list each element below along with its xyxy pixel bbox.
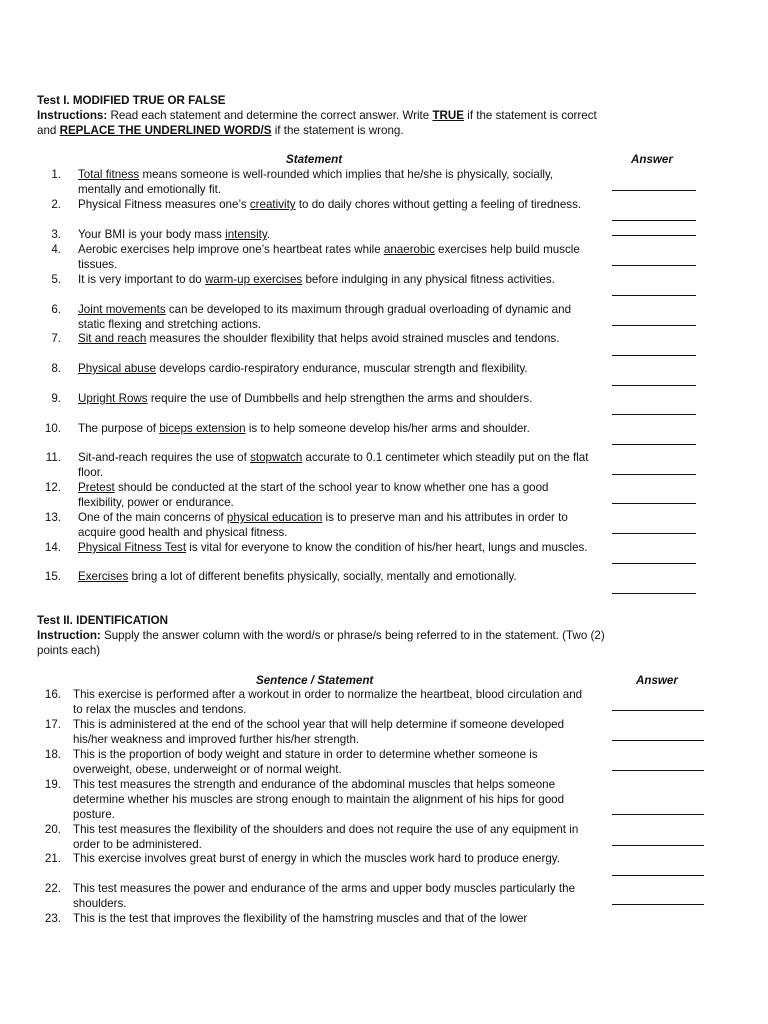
item-number: 23. [44,912,61,925]
answer-blank[interactable] [612,710,704,711]
item-text-after: means someone is well-rounded which implies that he/she is physically, socially, mentally and emotionally fit. [78,168,554,196]
item-text [78,391,590,406]
answer-blank[interactable] [612,220,696,221]
answer-blank[interactable] [612,444,696,445]
underlined-term: Physical abuse [78,362,156,375]
underlined-term: warm-up exercises [204,273,303,286]
test2-title-name: IDENTIFICATION [76,614,168,627]
answer-blank[interactable] [612,563,696,564]
item-number: 2. [51,198,61,211]
underlined-term: physical education [226,511,323,524]
item-text-after: can be developed to its maximum through gradual overloading of dynamic and static flexing and stretching actions. [78,303,572,331]
item-number: 12. [44,481,61,494]
item-number: 10. [44,422,61,435]
item-number: 6. [51,303,61,316]
item-text: This exercise is performed after a workout in order to normalize the heartbeat, blood circulation and to relax the muscles and tendons. [73,688,583,716]
item-text: This exercise involves great burst of energy in which the muscles work hard to produce energy. [73,852,560,865]
underlined-term: Sit and reach [78,332,147,345]
item-text [78,569,590,584]
instruction-text: Supply the answer column with the word/s or phrase/s being referred to in the statement. (Two (2) points each) [37,629,605,657]
item-number: 15. [44,570,61,583]
underlined-term: Exercises [78,570,129,583]
item-text [78,510,590,540]
item-text-after: exercises help build muscle tissues. [78,243,580,271]
true-keyword: TRUE [432,109,465,122]
item-text [78,421,590,436]
item-text [78,167,590,197]
test2-title-prefix: Test II. [37,614,77,627]
underlined-term: Upright Rows [78,392,148,405]
answer-blank[interactable] [612,770,704,771]
answer-blank[interactable] [612,355,696,356]
answer-blank[interactable] [612,325,696,326]
answer-blank[interactable] [612,414,696,415]
answer-blank[interactable] [612,845,704,846]
item-number: 21. [44,852,61,865]
test1-instructions [37,108,617,138]
item-text [78,450,590,480]
answer-blank[interactable] [612,265,696,266]
item-text-after: to do daily chores without getting a feeling of tiredness. [295,198,582,211]
item-number: 8. [51,362,61,375]
item-number: 1. [51,168,61,181]
item-text-after: is vital for everyone to know the condition of his/her heart, lungs and muscles. [186,541,588,554]
underlined-term: creativity [249,198,296,211]
answer-blank[interactable] [612,904,704,905]
underlined-term: biceps extension [159,422,246,435]
instructions-text-3: if the statement is wrong. [271,124,404,137]
answer-column-header: Answer [631,153,673,166]
test1-title: Test I. MODIFIED TRUE OR FALSE [37,94,226,107]
item-number: 11. [45,451,61,464]
answer-blank[interactable] [612,814,704,815]
answer-blank[interactable] [612,474,696,475]
item-number: 7. [51,332,61,345]
item-text: This test measures the flexibility of the shoulders and does not require the use of any equipment in order to be administered. [73,823,579,851]
item-text [78,331,590,346]
item-number: 13. [44,511,61,524]
item-text-before: Your BMI is your body mass [78,228,226,241]
item-text-before: Aerobic exercises help improve one’s heartbeat rates while [78,243,384,256]
item-text-before: One of the main concerns of [78,511,227,524]
instructions-label: Instructions: [37,109,108,122]
item-text-after: before indulging in any physical fitness activities. [302,273,555,286]
item-text: This is administered at the end of the school year that will help determine if someone developed his/her weakness and improved further his/her strength. [73,718,565,746]
instructions-text-2: if the statement is correct and [37,109,597,137]
underlined-term: stopwatch [250,451,303,464]
answer-blank[interactable] [612,190,696,191]
statement-column-header: Statement [286,153,343,166]
item-number: 3. [51,228,61,241]
item-text-before: The purpose of [78,422,160,435]
item-text-after: accurate to 0.1 centimeter which steadily put on the flat floor. [78,451,589,479]
answer-blank[interactable] [612,740,704,741]
test2-instructions [37,628,607,658]
instructions-text-1: Read each statement and determine the correct answer. Write [107,109,433,122]
item-text: This is the test that improves the flexibility of the hamstring muscles and that of the lower [73,912,528,925]
item-text-before: Physical Fitness measures one’s [78,198,250,211]
item-number: 16. [44,688,61,701]
instruction-label: Instruction: [37,629,101,642]
item-text [78,197,590,212]
item-number: 17. [44,718,61,731]
item-text-after: is to preserve man and his attributes in order to acquire good health and physical fitness. [78,511,568,539]
item-text [78,361,590,376]
underlined-term: Physical Fitness Test [78,541,187,554]
item-text [78,242,590,272]
item-text-after: . [266,228,271,241]
answer-blank[interactable] [612,593,696,594]
item-number: 22. [44,882,61,895]
answer-blank[interactable] [612,235,696,236]
test2-title [37,613,637,628]
item-number: 18. [44,748,61,761]
item-number: 5. [51,273,61,286]
underlined-term: intensity [225,228,267,241]
item-number: 19. [44,778,61,791]
item-number: 20. [44,823,61,836]
item-text-before: It is very important to do [78,273,205,286]
item-text [78,227,590,242]
item-text [78,272,590,287]
item-number: 4. [51,243,61,256]
item-text-after: bring a lot of different benefits physically, socially, mentally and emotionally. [128,570,517,583]
answer-blank[interactable] [612,875,704,876]
item-text: This is the proportion of body weight and stature in order to determine whether someone is overweight, obese, underweight or of normal weight. [73,748,538,776]
item-text-after: is to help someone develop his/her arms and shoulder. [245,422,530,435]
underlined-term: Joint movements [78,303,166,316]
item-number: 14. [44,541,61,554]
item-text: This test measures the strength and endurance of the abdominal muscles that helps someone determine whether his muscles are strong enough to maintain the alignment of his hips for good posture. [73,778,565,821]
replace-keyword: REPLACE THE UNDERLINED WORD/S [59,124,272,137]
item-text-after: require the use of Dumbbells and help strengthen the arms and shoulders. [147,392,533,405]
underlined-term: Total fitness [78,168,140,181]
answer-blank[interactable] [612,295,696,296]
item-text [78,480,590,510]
item-text-after: measures the shoulder flexibility that helps avoid strained muscles and tendons. [146,332,560,345]
answer-column-header-2: Answer [636,674,678,687]
answer-blank[interactable] [612,533,696,534]
item-number: 9. [51,392,61,405]
sentence-column-header: Sentence / Statement [256,674,374,687]
item-text-after: develops cardio-respiratory endurance, muscular strength and flexibility. [155,362,528,375]
item-text-before: Sit-and-reach requires the use of [78,451,251,464]
underlined-term: anaerobic [383,243,435,256]
answer-blank[interactable] [612,385,696,386]
item-text-after: should be conducted at the start of the school year to know whether one has a good flexibility, power or endurance. [78,481,549,509]
item-text: This test measures the power and endurance of the arms and upper body muscles particularly the shoulders. [73,882,576,910]
item-text [78,302,590,332]
answer-blank[interactable] [612,503,696,504]
item-text [78,540,590,555]
underlined-term: Pretest [78,481,115,494]
